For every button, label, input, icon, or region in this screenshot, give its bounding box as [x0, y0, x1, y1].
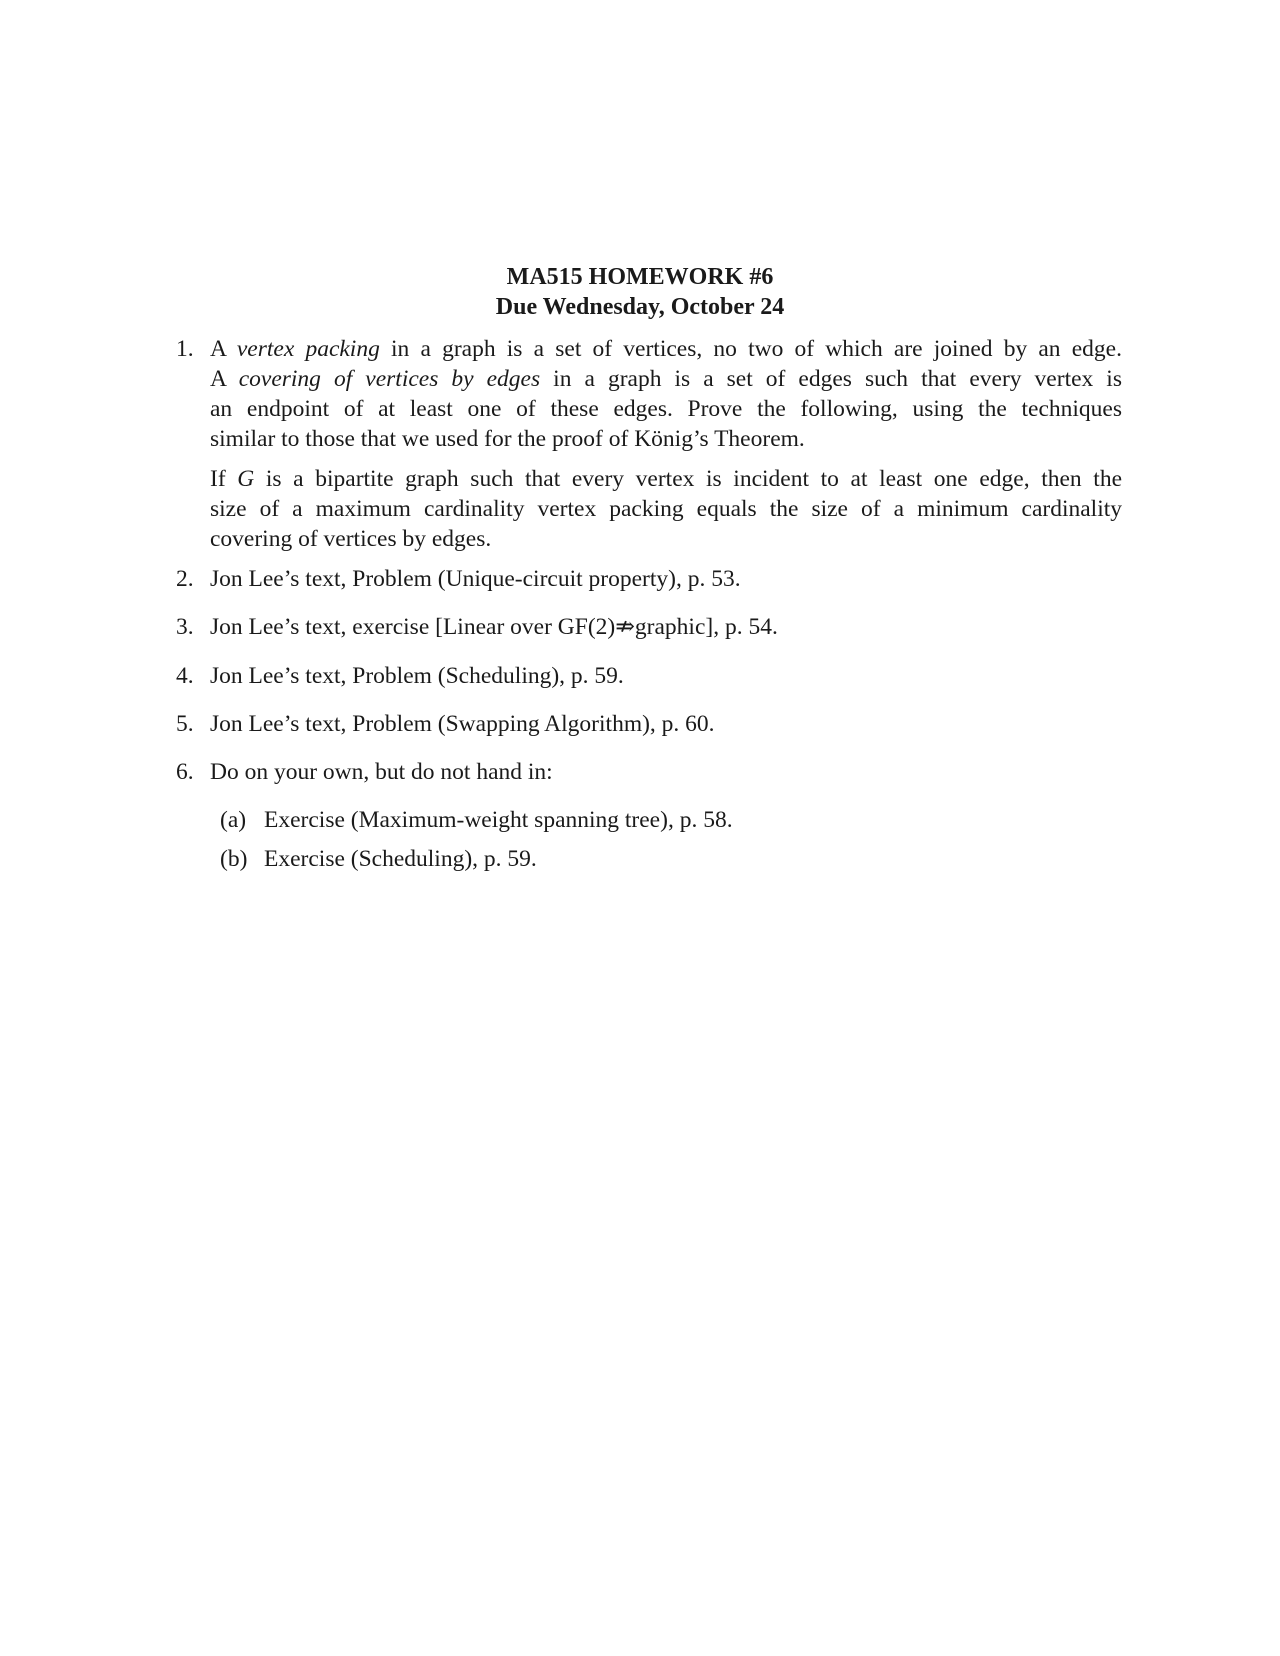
document-title: MA515 HOMEWORK #6 [506, 264, 774, 290]
problem-6 [210, 757, 1122, 787]
problem-6b-label: (b) [220, 846, 248, 872]
problem-3-number: 3. [176, 614, 194, 640]
problem-1-paragraph-1 [210, 334, 1122, 454]
problem-1-line-3: an endpoint of at least one of these edges. Prove the following, using the techniques [210, 396, 1122, 422]
problem-3 [210, 612, 1122, 642]
problem-2-text: Jon Lee’s text, Problem (Unique-circuit property), p. 53. [210, 566, 741, 592]
problem-4-number: 4. [176, 663, 194, 689]
variable-g: G [237, 466, 255, 492]
problem-1-number: 1. [176, 336, 194, 362]
term-vertex-packing: vertex packing [236, 336, 380, 362]
problem-3-text: Jon Lee’s text, exercise [Linear over GF(2)⇏graphic], p. 54. [210, 614, 778, 640]
problem-6a-text: Exercise (Maximum-weight spanning tree), p. 58. [264, 807, 733, 833]
problem-4 [210, 661, 1122, 691]
problem-6a-label: (a) [220, 807, 247, 833]
document-header [0, 262, 1280, 322]
problem-1-line-4: similar to those that we used for the proof of König’s Theorem. [210, 426, 805, 452]
problem-1-p2-line-2: size of a maximum cardinality vertex packing equals the size of a minimum cardinality [210, 496, 1122, 522]
problem-1-paragraph-2 [210, 464, 1122, 554]
problem-5-number: 5. [176, 711, 194, 737]
problem-1-p2-line-1: If G is a bipartite graph such that every vertex is incident to at least one edge, then the [210, 466, 1123, 492]
document-subtitle: Due Wednesday, October 24 [495, 294, 785, 320]
problem-2-number: 2. [176, 566, 194, 592]
problem-1 [210, 334, 1122, 554]
term-covering-of-vertices: covering of vertices by edges [238, 366, 541, 392]
problem-5 [210, 709, 1122, 739]
problem-2 [210, 564, 1122, 594]
problem-1-line-2: A covering of vertices by edges in a graph is a set of edges such that every vertex is [210, 366, 1122, 392]
problem-6b-text: Exercise (Scheduling), p. 59. [264, 846, 537, 872]
problem-1-p2-line-3: covering of vertices by edges. [210, 526, 492, 552]
problem-6-text: Do on your own, but do not hand in: [210, 759, 553, 785]
problem-5-text: Jon Lee’s text, Problem (Swapping Algorithm), p. 60. [210, 711, 715, 737]
problem-4-text: Jon Lee’s text, Problem (Scheduling), p. 59. [210, 663, 624, 689]
problem-1-line-1: A vertex packing in a graph is a set of vertices, no two of which are joined by an edge. [210, 336, 1122, 362]
problem-6-number: 6. [176, 759, 194, 785]
